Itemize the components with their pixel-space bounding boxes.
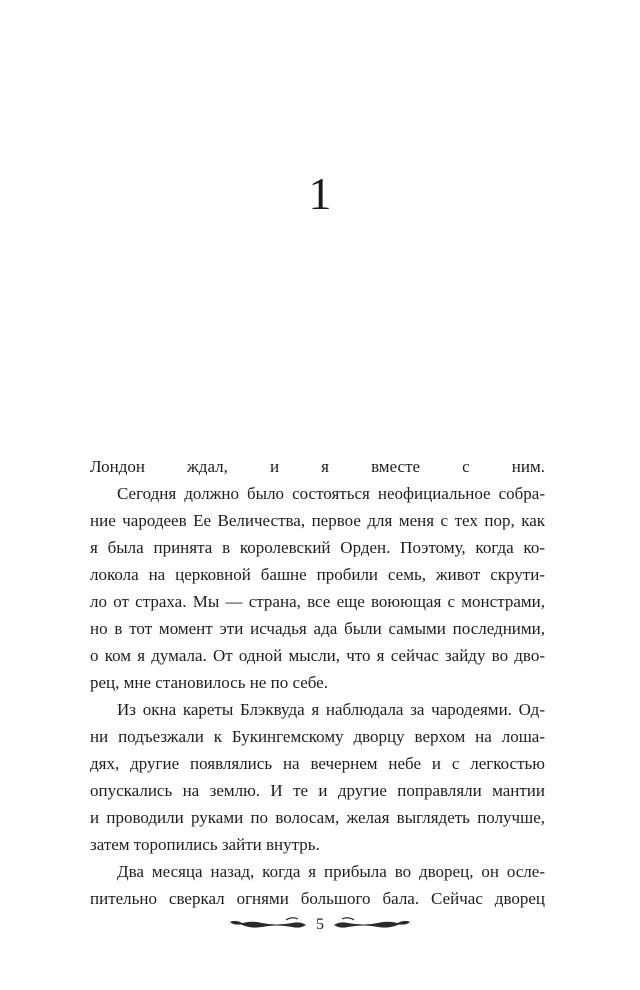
text-line: рец, мне становилось не по себе. — [90, 673, 328, 692]
chapter-number: 1 — [308, 168, 332, 219]
text-line: опускались на землю. И те и другие поправляли мантии — [90, 781, 545, 800]
text-line: Из окна кареты Блэквуда я наблюдала за чародеями. Од- — [117, 700, 545, 719]
page-footer — [0, 910, 640, 940]
text-line: дях, другие появлялись на вечернем небе и с легкостью — [90, 754, 545, 773]
text-line: локола на церковной башне пробили семь, живот скрути- — [90, 565, 545, 584]
text-line: ние чародеев Ее Величества, первое для меня с тех пор, как — [90, 511, 545, 530]
text-line: пительно сверкал огнями большого бала. Сейчас дворец — [90, 889, 545, 908]
page-number: 5 — [316, 916, 324, 933]
text-line: Два месяца назад, когда я прибыла во дворец, он осле- — [117, 862, 545, 881]
text-line: затем торопились зайти внутрь. — [90, 835, 320, 854]
text-line: Сегодня должно было состояться неофициальное собра- — [117, 484, 545, 503]
text-line: о ком я думала. От одной мысли, что я сейчас зайду во дво- — [90, 646, 545, 665]
text-line: я была принята в королевский Орден. Поэтому, когда ко- — [90, 538, 545, 557]
text-line: ни подъезжали к Букингемскому дворцу верхом на лоша- — [90, 727, 545, 746]
text-line: ло от страха. Мы — страна, все еще воюющая с монстрами, — [90, 592, 545, 611]
body-text — [90, 453, 545, 912]
text-line: и проводили руками по волосам, желая выглядеть получше, — [90, 808, 545, 827]
text-line: но в тот момент эти исчадья ада были самыми последними, — [90, 619, 545, 638]
text-line: Лондон ждал, и я вместе с ним. — [90, 457, 545, 476]
